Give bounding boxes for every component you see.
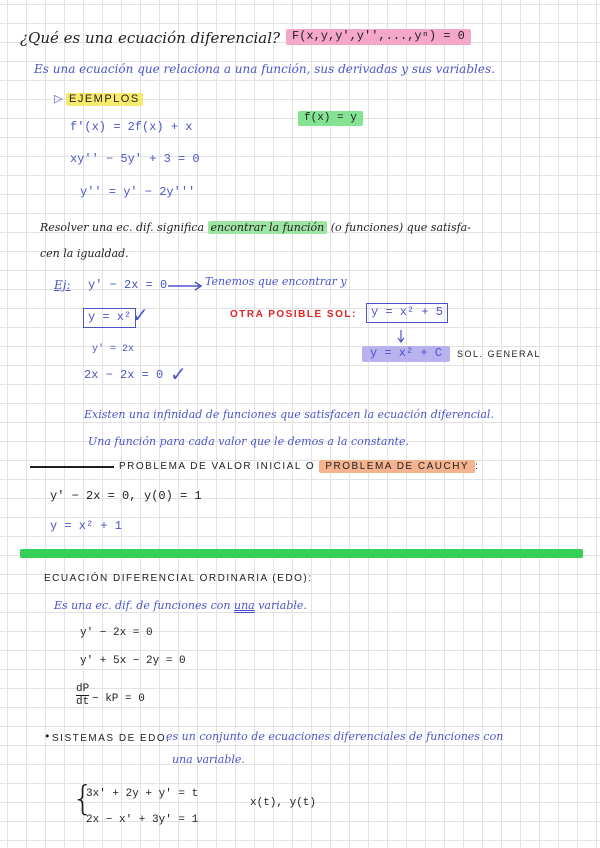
examples-label: EJEMPLOS: [66, 93, 143, 106]
edo-definition: [54, 600, 307, 613]
fraction-denominator: dt: [76, 696, 90, 709]
arrow-down-icon: [396, 330, 406, 344]
examples-bullet: ▷: [54, 92, 63, 105]
solution-box: y = x²: [83, 308, 136, 328]
arrow-text: Tenemos que encontrar y: [205, 275, 347, 288]
ivp-condition: y(0) = 1: [144, 489, 202, 503]
solve-highlight: encontrar la función: [208, 221, 328, 234]
edo-example-2: y' + 5x − 2y = 0: [80, 655, 186, 667]
edo-example-1: y' − 2x = 0: [80, 627, 153, 639]
example-equation: y' − 2x = 0: [88, 278, 168, 292]
other-solution-label: OTRA POSIBLE SOL:: [230, 309, 357, 320]
solve-text-end: (o funciones) que satisfa-: [327, 221, 471, 234]
fraction-numerator: dP: [76, 683, 90, 695]
ivp-equation: y' − 2x = 0,: [50, 489, 137, 503]
system-equation-2: 2x − x' + 3y' = 1: [86, 814, 199, 826]
edo-fraction: [76, 683, 89, 708]
example-equation-2: xy'' − 5y' + 3 = 0: [70, 152, 200, 166]
page-title: ¿Qué es una ecuación diferencial?: [20, 29, 281, 47]
section-separator: [20, 549, 583, 558]
title-formula: F(x,y,y',y'',...,yⁿ) = 0: [286, 29, 471, 45]
derivative-text: y' = 2x: [92, 344, 135, 355]
system-equation-1: 3x' + 2y + y' = t: [86, 788, 199, 800]
cauchy-highlight: PROBLEMA DE CAUCHY: [319, 460, 475, 473]
arrow-right-icon: [168, 281, 204, 291]
systems-bullet: •: [44, 730, 51, 743]
checkmark-icon: ✓: [132, 303, 149, 327]
example-label: Ej:: [54, 278, 71, 292]
general-solution-label: SOL. GENERAL: [457, 349, 542, 359]
ivp-label: [119, 461, 479, 473]
section-rule: [30, 466, 114, 468]
edo-title: ECUACIÓN DIFERENCIAL ORDINARIA (EDO):: [44, 573, 313, 584]
solve-text-start: Resolver una ec. dif. significa: [40, 221, 208, 234]
systems-label: SISTEMAS DE EDO:: [52, 733, 171, 744]
example-equation-3: y'' = y' − 2y''': [80, 185, 196, 199]
infinite-text-2: Una función para cada valor que le demos a la constante.: [88, 435, 409, 448]
edo-def-underlined: una: [233, 599, 255, 612]
other-solution-box: y = x² + 5: [366, 303, 448, 323]
systems-def-1: es un conjunto de ecuaciones diferenciales de funciones con: [166, 730, 504, 743]
general-solution: y = x² + C: [362, 346, 450, 362]
system-brace: {: [72, 779, 94, 819]
ivp-answer: y = x² + 1: [50, 519, 123, 533]
definition-text: Es una ecuación que relaciona a una función, sus derivadas y sus variables.: [34, 62, 495, 76]
solve-line-1: [40, 222, 471, 235]
edo-def-start: Es una ec. dif. de funciones con: [54, 599, 234, 612]
infinite-text-1: Existen una infinidad de funciones que satisfacen la ecuación diferencial.: [84, 408, 494, 421]
system-functions: x(t), y(t): [250, 797, 317, 809]
function-notation: f(x) = y: [298, 111, 363, 126]
ivp-label-end: :: [475, 461, 480, 472]
edo-def-end: variable.: [254, 599, 307, 612]
edo-example-3: − kP = 0: [92, 693, 145, 705]
systems-def-2: una variable.: [172, 753, 245, 766]
checkmark-icon-2: ✓: [170, 362, 187, 386]
solve-line-2: cen la igualdad.: [40, 247, 129, 260]
verification-equation: 2x − 2x = 0: [84, 368, 164, 382]
ivp-label-start: PROBLEMA DE VALOR INICIAL O: [119, 461, 320, 472]
example-equation-1: f'(x) = 2f(x) + x: [70, 120, 193, 134]
